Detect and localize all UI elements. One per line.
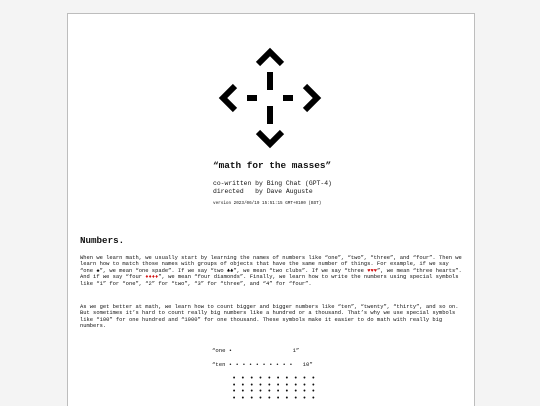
text-run: ”, we mean “four diamonds”. Finally, we learn how to write the numbers using special symbols like “1” for “one”, “2” for “two”, “3” for “three”, and “4” for “four”. xyxy=(80,273,459,287)
section-heading: Numbers. xyxy=(80,235,125,246)
dot-row: • • • • • • • • • • xyxy=(232,388,316,397)
text-run: When we learn math, we usually start by learning the names of numbers like “one”, “two”, “three”, and “four”. Then we learn how to match those names with groups of objects that have the same number of things. For example, if we say “one xyxy=(80,254,462,274)
hearts-symbol-icon: ♥♥♥ xyxy=(367,266,377,274)
clubs-symbol-icon: ♣♣ xyxy=(226,266,234,274)
text-run: ”, we mean “two clubs”. If we say “three xyxy=(233,266,368,274)
count-row-one: “one • 1” xyxy=(212,347,300,354)
counting-example xyxy=(212,347,313,372)
dot-row: • • • • • • • • • • xyxy=(232,375,316,383)
credits xyxy=(213,180,332,195)
credit-line-cowriter: co-written by Bing Chat (GPT-4) xyxy=(213,180,332,187)
compass-arrows-logo-icon xyxy=(217,46,323,150)
text-run: ”, we mean “one spade”. If we say “two xyxy=(99,266,227,274)
diamonds-symbol-icon: ♦♦♦♦ xyxy=(145,273,159,281)
credit-line-director: directed by Dave Auguste xyxy=(213,187,313,195)
document-page xyxy=(67,13,475,406)
numbers-paragraph-1 xyxy=(80,255,464,287)
version-stamp: version 2023/06/19 15:51:15 GMT+0100 (BST) xyxy=(213,201,322,206)
text-run: ”, we mean “three hearts”. And if we say “four xyxy=(80,266,462,281)
dot-grid xyxy=(232,376,316,402)
spade-symbol-icon: ♠ xyxy=(96,266,100,274)
numbers-paragraph-2: As we get better at math, we learn how to count bigger and bigger numbers like “ten”, “twenty”, “thirty”, and so on. But sometimes it’s hard to count really big numbers like a hundred or a thousand. That’s why we use special symbols like “100” for one hundred and “1000” for one thousand. These symbols make it easier to do math with really big numbers. xyxy=(80,303,459,330)
count-row-ten: “ten • • • • • • • • • • 10” xyxy=(212,361,313,368)
document-title: “math for the masses” xyxy=(213,160,332,171)
dot-row: • • • • • • • • • • xyxy=(232,394,316,403)
dot-row: • • • • • • • • • • xyxy=(232,381,316,390)
